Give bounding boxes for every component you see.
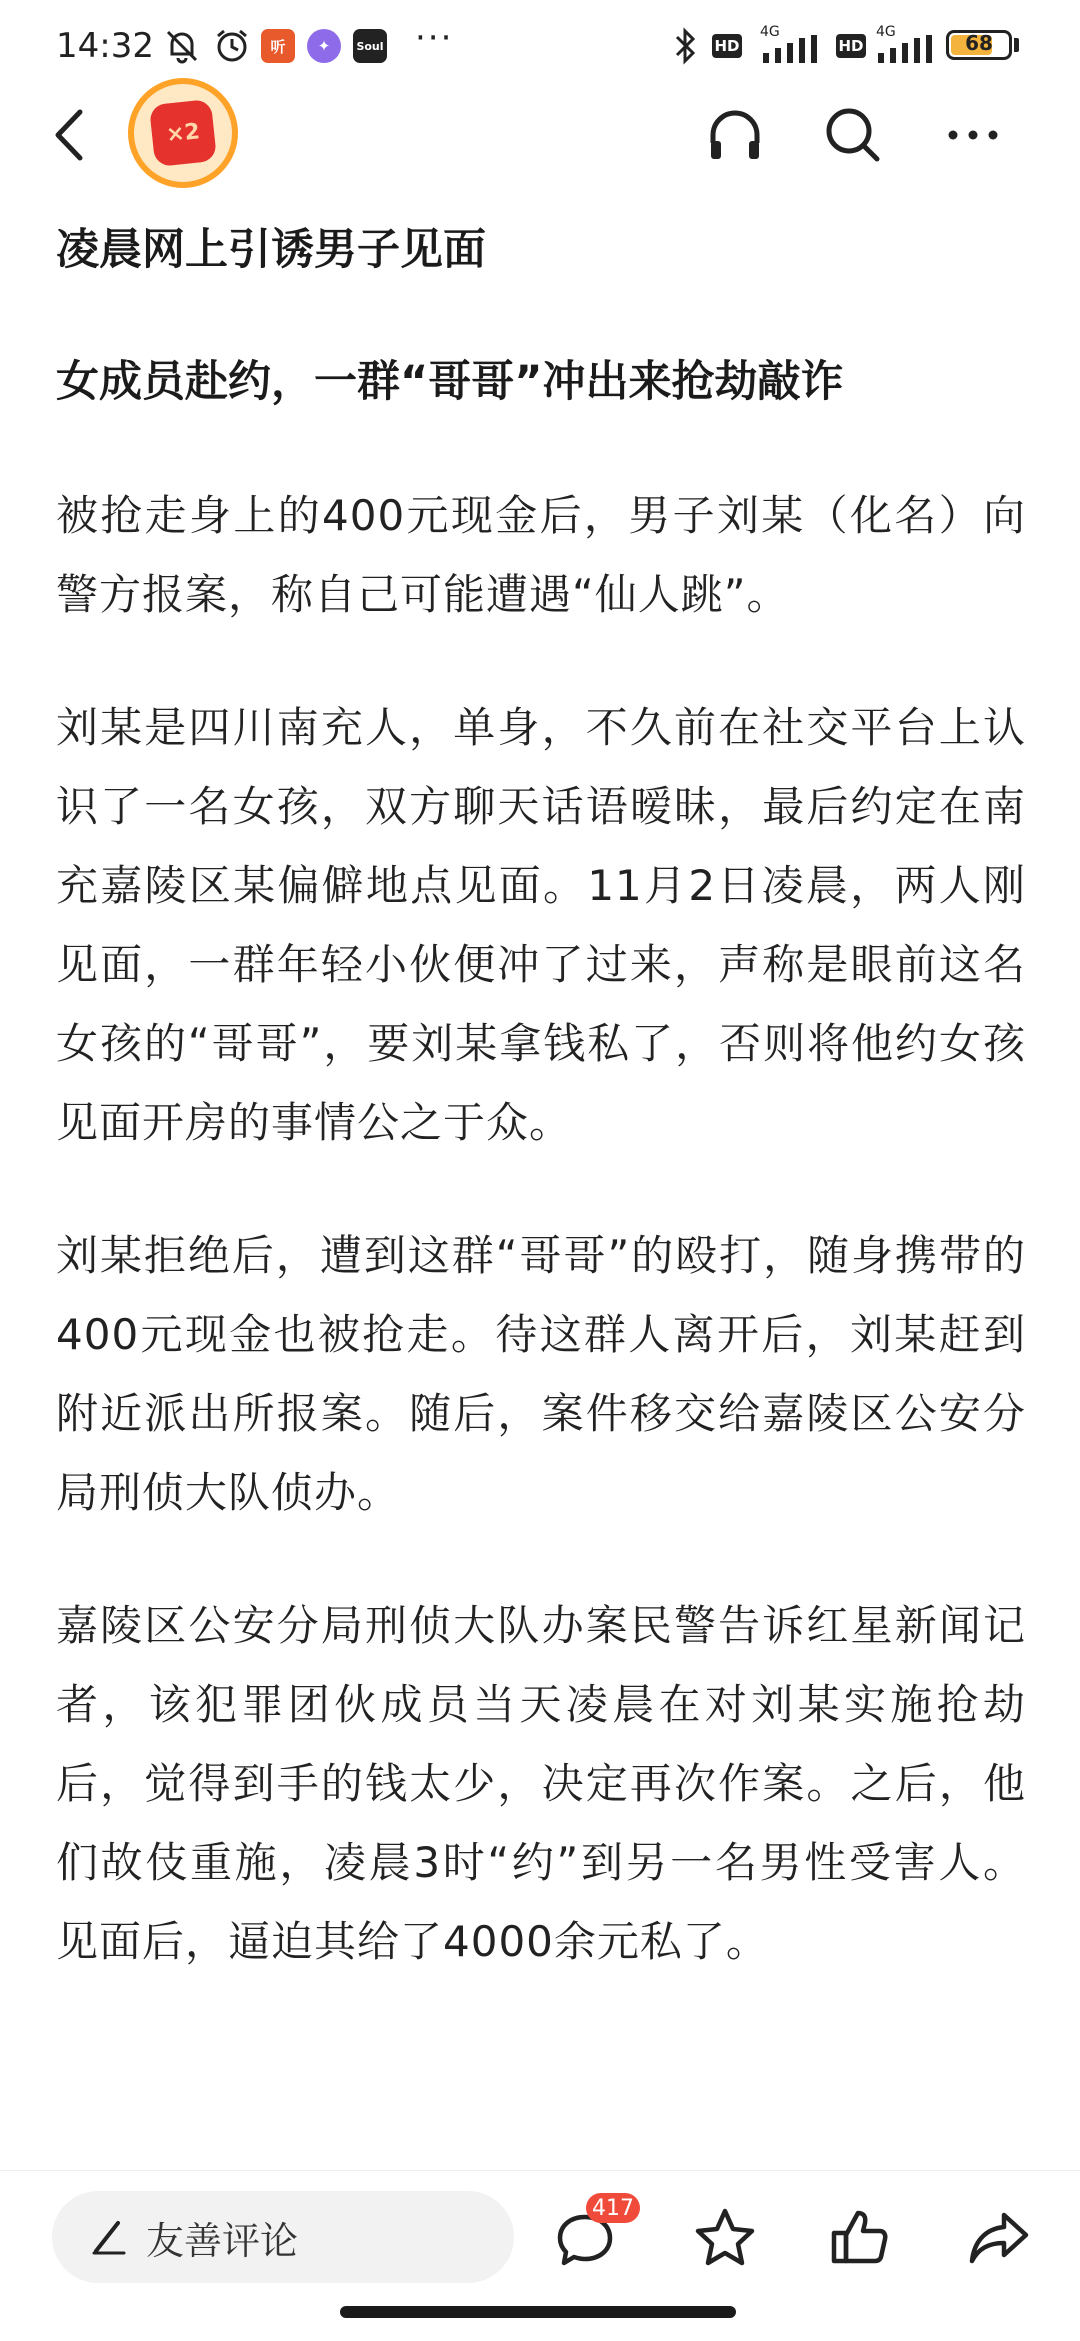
back-button[interactable] [40,100,100,170]
more-notifications-icon: ··· [415,18,454,58]
like-button[interactable] [822,2201,896,2275]
star-icon [692,2205,758,2271]
signal-icon-2 [876,26,938,66]
comment-count-badge: 417 [586,2193,640,2223]
battery-icon [946,30,1012,60]
bluetooth-icon [670,26,700,66]
comment-input[interactable] [52,2191,514,2283]
reward-multiplier: ×2 [149,99,217,167]
home-indicator[interactable] [340,2306,736,2318]
more-button[interactable] [938,100,1008,170]
favorite-button[interactable] [688,2201,762,2275]
article-paragraph: 刘某是四川南充人，单身，不久前在社交平台上认识了一名女孩，双方聊天话语暧昧，最后约定在南充嘉陵区某偏僻地点见面。11月2日凌晨，两人刚见面，一群年轻小伙便冲了过来，声称是眼前这名女孩的“哥哥”，要刘某拿钱私了，否则将他约女孩见面开房的事情公之于众。 [56,703,1026,1147]
app-notification-icon-2: ✦ [304,26,344,66]
hd-icon-2: HD [834,26,868,66]
app-notification-icon-1: 听 [258,26,298,66]
article-paragraph: 被抢走身上的400元现金后，男子刘某（化名）向警方报案，称自己可能遭遇“仙人跳”。 [56,491,1026,619]
signal-icon-1 [760,26,824,66]
article-subheading-1: 凌晨网上引诱男子见面 [56,225,486,275]
share-button[interactable] [962,2201,1036,2275]
hd-icon-1: HD [710,26,744,66]
headphones-icon [703,103,767,167]
status-time: 14:32 [56,26,154,66]
network-type-1: 4G [760,24,780,40]
article-body [56,212,1026,1981]
alarm-icon [210,26,254,66]
article-paragraph: 嘉陵区公安分局刑侦大队办案民警告诉红星新闻记者，该犯罪团伙成员当天凌晨在对刘某实施抢劫后，觉得到手的钱太少，决定再次作案。之后，他们故伎重施，凌晨3时“约”到另一名男性受害人。见面后，逼迫其给了4000余元私了。 [56,1601,1026,1966]
article-subheading-2: 女成员赴约，一群“哥哥”冲出来抢劫敲诈 [56,357,844,407]
thumbs-up-icon [826,2205,892,2271]
back-arrow-icon [40,100,100,170]
article-paragraph: 刘某拒绝后，遭到这群“哥哥”的殴打，随身携带的400元现金也被抢走。待这群人离开后，刘某赶到附近派出所报案。随后，案件移交给嘉陵区公安分局刑侦大队侦办。 [56,1231,1026,1517]
status-bar [0,0,1080,92]
reward-badge[interactable] [128,78,238,188]
battery-level: 68 [965,31,993,55]
comment-placeholder: 友善评论 [146,2218,299,2263]
more-icon [941,103,1005,167]
pen-icon [88,2217,128,2257]
bell-muted-icon [160,26,204,66]
battery-tip [1014,38,1019,52]
search-icon [821,103,885,167]
network-type-2: 4G [876,24,896,40]
soul-app-icon: Soul [350,26,390,66]
share-arrow-icon [966,2205,1032,2271]
search-button[interactable] [818,100,888,170]
audio-button[interactable] [700,100,770,170]
